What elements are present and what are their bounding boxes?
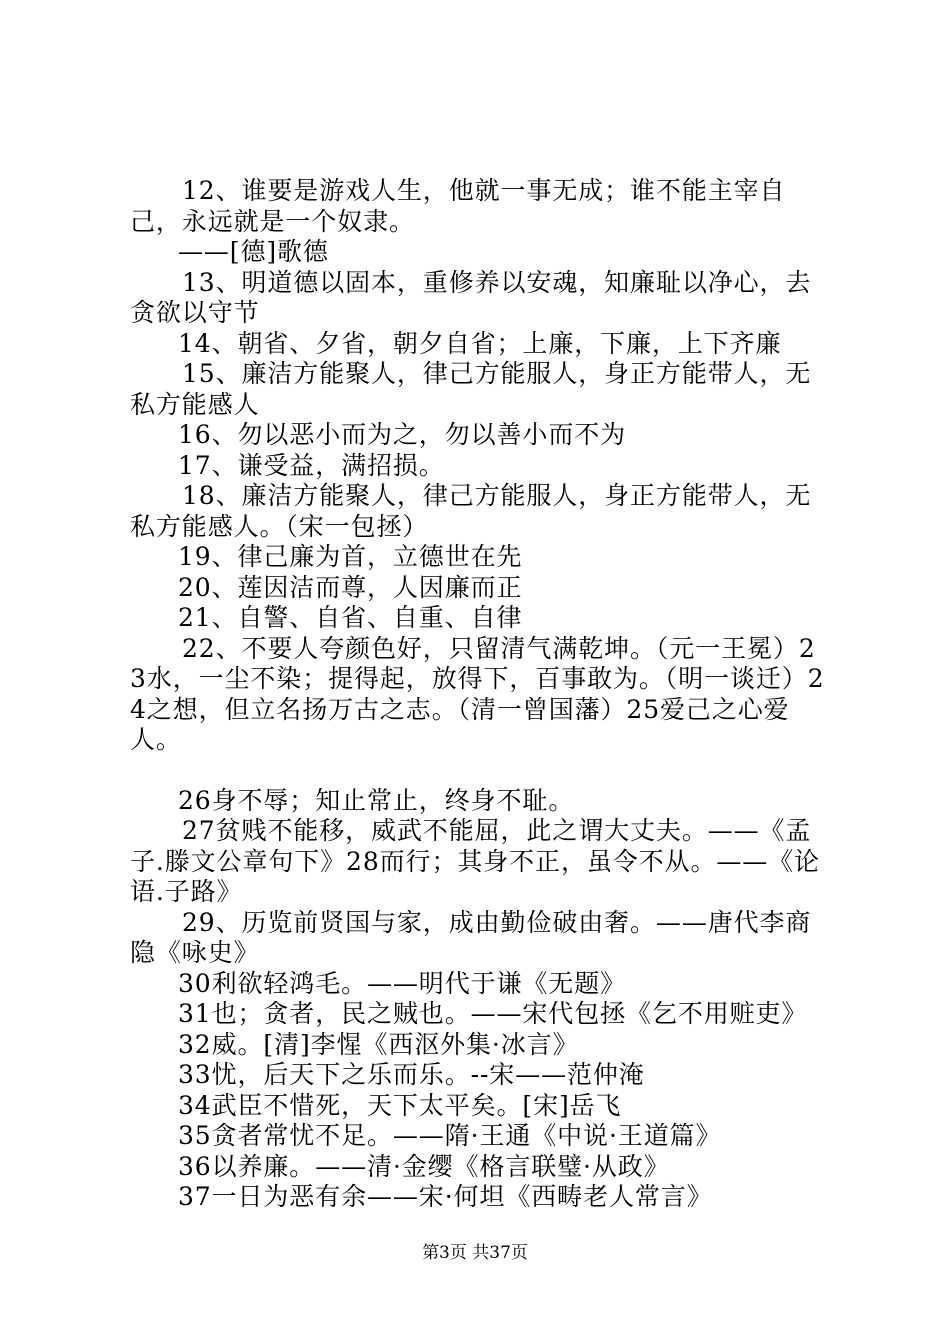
page-number-footer: 第3页 共37页 [422,1243,528,1263]
quote-13: 13、明道德以固本，重修养以安魂，知廉耻以净心，去贪欲以守节 [130,267,812,327]
quote-32: 32威。[清]李惺《西沤外集·冰言》 [178,1029,579,1059]
quote-20: 20、莲因洁而尊，人因廉而正 [178,572,523,602]
quote-18: 18、廉洁方能聚人，律己方能服人，身正方能带人，无私方能感人。（宋一包拯） [130,481,812,541]
quote-29: 29、历览前贤国与家，成由勤俭破由奢。——唐代李商隐《咏史》 [130,907,812,967]
quote-33: 33忧，后天下之乐而乐。--宋——范仲淹 [178,1060,645,1089]
quote-37: 37一日为恶有余——宋·何坦《西畴老人常言》 [178,1182,713,1211]
quote-36: 36以养廉。——清·金缨《格言联璧·从政》 [178,1151,670,1181]
quote-27-28: 27贫贱不能移，威武不能屈，此之谓大丈夫。——《孟子.滕文公章句下》28而行；其身不正，虽令不从。——《论语.子路》 [130,816,820,906]
quote-21: 21、自警、自省、自重、自律 [178,603,523,632]
quote-34: 34武臣不惜死，天下太平矣。[宋]岳飞 [178,1090,622,1120]
quote-14: 14、朝省、夕省，朝夕自省；上廉，下廉，上下齐廉 [178,328,782,358]
paragraph-gap [130,756,830,786]
document-body [130,176,830,1213]
quote-22-25: 22、不要人夸颜色好，只留清气满乾坤。（元一王冕）23水，一尘不染；提得起，放得下，百事敢为。（明一谈迁）24之想，但立名扬万古之志。（清一曾国藩）25爱己之心爱人。 [130,633,825,754]
quote-15: 15、廉洁方能聚人，律己方能服人，身正方能带人，无私方能感人 [130,359,812,419]
quote-30: 30利欲轻鸿毛。——明代于谦《无题》 [178,968,627,998]
quote-31: 31也；贪者，民之贼也。——宋代包拯《乞不用赃吏》 [178,999,808,1028]
quote-35: 35贪者常忧不足。——隋·王通《中说·王道篇》 [178,1121,722,1150]
quote-16: 16、勿以恶小而为之，勿以善小而不为 [178,420,627,449]
quote-26: 26身不辱；知止常止，终身不耻。 [178,785,575,815]
quote-12-attribution: ——[德]歌德 [178,237,329,266]
quote-12: 12、谁要是游戏人生，他就一事无成；谁不能主宰自己，永远就是一个奴隶。 [130,176,786,236]
quote-17: 17、谦受益，满招损。 [178,450,445,480]
quote-19: 19、律己廉为首，立德世在先 [178,542,523,571]
